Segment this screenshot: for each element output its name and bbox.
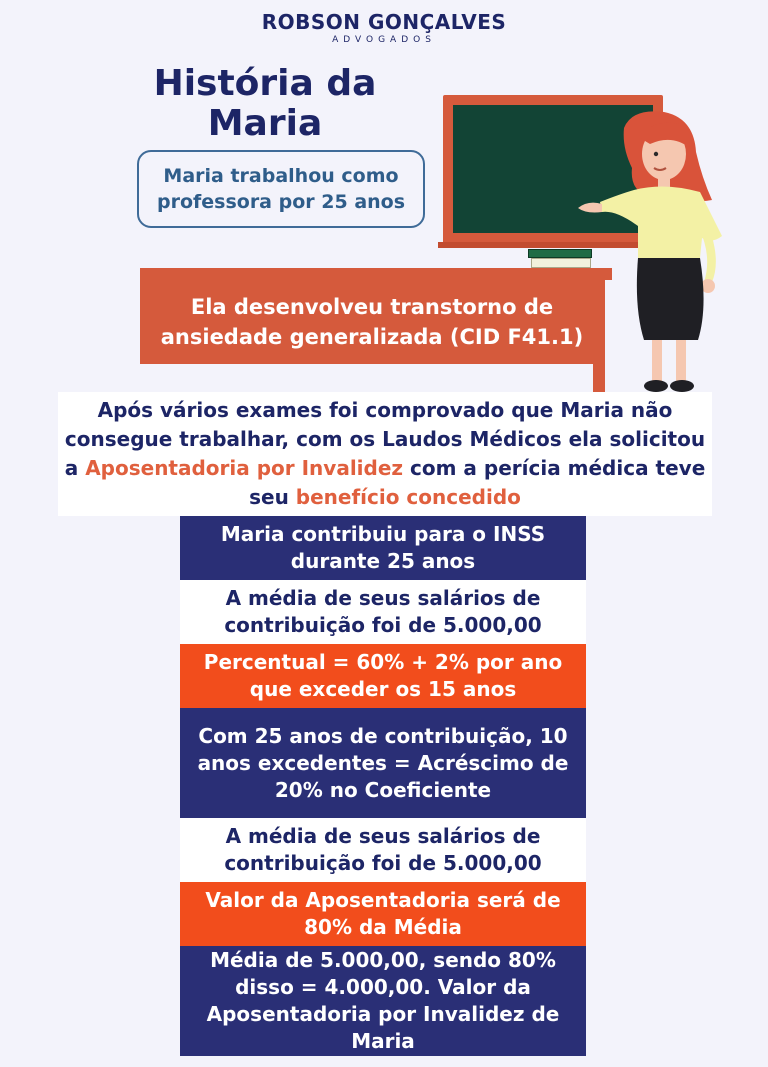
story-highlight-benefit: Aposentadoria por Invalidez [85, 456, 404, 480]
brand-name: ROBSON GONÇALVES [261, 10, 507, 34]
story-part-2: com a perícia médica teve seu [249, 456, 706, 509]
step-average-salary-repeat: A média de seus salários de contribuição foi de 5.000,00 [180, 818, 586, 882]
step-percentage-rule: Percentual = 60% + 2% por ano que exceder os 15 anos [180, 644, 586, 708]
story-highlight-granted: benefício concedido [295, 485, 521, 509]
desk-top [140, 268, 612, 280]
brand-subtitle: ADVOGADOS [332, 35, 436, 45]
diagnosis-banner: Ela desenvolveu transtorno de ansiedade generalizada (CID F41.1) [140, 280, 604, 364]
step-benefit-percentage: Valor da Aposentadoria será de 80% da Média [180, 882, 586, 946]
step-contribution-years: Maria contribuiu para o INSS durante 25 anos [180, 516, 586, 580]
teacher-illustration [572, 108, 737, 400]
step-average-salary: A média de seus salários de contribuição foi de 5.000,00 [180, 580, 586, 644]
step-excess-years: Com 25 anos de contribuição, 10 anos excedentes = Acréscimo de 20% no Coeficiente [180, 708, 586, 818]
page-title: História da Maria [153, 63, 377, 144]
brand-logo [0, 10, 768, 45]
step-final-value: Média de 5.000,00, sendo 80% disso = 4.000,00. Valor da Aposentadoria por Invalidez de Maria [180, 946, 586, 1056]
story-paragraph [58, 392, 712, 516]
story-part-1: Após vários exames foi comprovado que Maria não consegue trabalhar, com os Laudos Médicos ela solicitou a [64, 398, 706, 480]
calculation-steps [180, 516, 586, 1056]
story-text [64, 396, 706, 512]
role-callout: Maria trabalhou como professora por 25 anos [137, 150, 425, 228]
